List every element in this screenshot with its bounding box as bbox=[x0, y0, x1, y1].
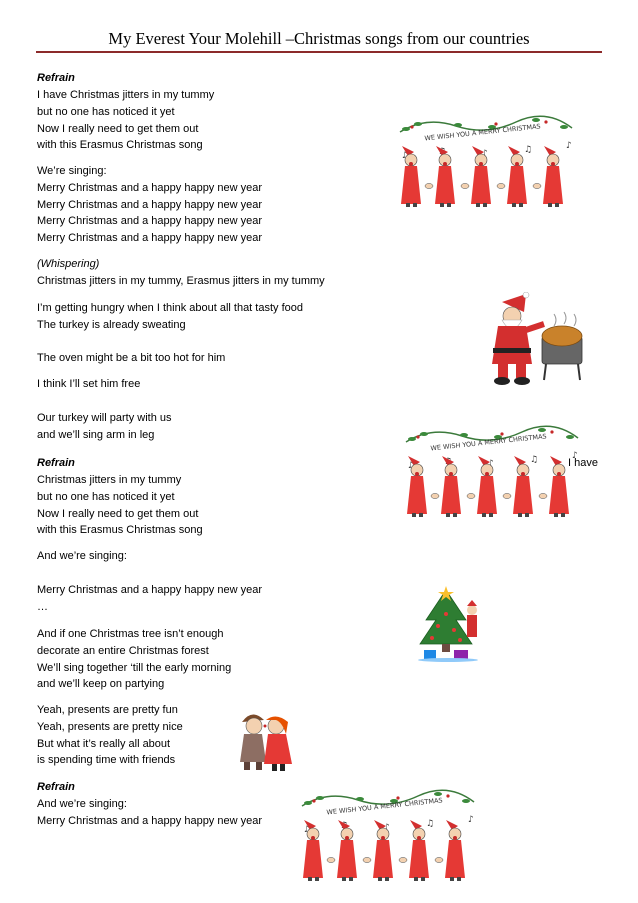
lyric-line: and we’ll sing arm in leg bbox=[37, 428, 155, 441]
lyric-line: Christmas jitters in my tummy, Erasmus jitters in my tummy bbox=[37, 275, 325, 287]
stanza-refrain-1 bbox=[37, 70, 75, 87]
lyric-line: Refrain bbox=[37, 781, 75, 793]
lyric-line: Yeah, presents are pretty nice bbox=[37, 720, 183, 733]
title-underline bbox=[36, 51, 602, 53]
lyric-line: Merry Christmas and a happy happy new year bbox=[37, 584, 262, 596]
lyric-line: is spending time with friends bbox=[37, 754, 176, 767]
lyric-line: Yeah, presents are pretty fun bbox=[37, 704, 178, 716]
carolers-illustration bbox=[298, 784, 478, 889]
stanza-4 bbox=[37, 300, 303, 334]
lyric-line: with this Erasmus Christmas song bbox=[37, 524, 203, 537]
page-title: My Everest Your Molehill –Christmas songs from our countries bbox=[108, 29, 530, 48]
lyric-line: Merry Christmas and a happy happy new year bbox=[37, 198, 262, 211]
lyric-line: And we’re singing: bbox=[37, 798, 127, 810]
stanza-8 bbox=[37, 472, 203, 539]
stanza-5 bbox=[37, 350, 225, 367]
stanza-3 bbox=[37, 273, 325, 290]
lyric-line: And if one Christmas tree isn’t enough bbox=[37, 628, 224, 640]
lyric-line: We’ll sing together ‘till the early morning bbox=[37, 661, 232, 674]
lyric-line: I’m getting hungry when I think about all that tasty food bbox=[37, 302, 303, 314]
stanza-10 bbox=[37, 582, 262, 616]
lyric-line: Now I really need to get them out bbox=[37, 507, 199, 520]
lyric-line: but no one has noticed it yet bbox=[37, 490, 175, 503]
lyric-line: but no one has noticed it yet bbox=[37, 105, 175, 118]
lyric-line: Now I really need to get them out bbox=[37, 122, 199, 135]
stanza-1 bbox=[37, 87, 214, 154]
stanza-11 bbox=[37, 626, 231, 693]
lyric-line: Refrain bbox=[37, 72, 75, 84]
lyric-line: Merry Christmas and a happy happy new year bbox=[37, 215, 262, 228]
lyric-line: And we’re singing: bbox=[37, 550, 127, 562]
lyric-line: Merry Christmas and a happy happy new year bbox=[37, 814, 262, 827]
stanza-13 bbox=[37, 796, 262, 830]
lyric-line: with this Erasmus Christmas song bbox=[37, 139, 203, 152]
stanza-refrain-3 bbox=[37, 779, 75, 796]
lyric-line: Merry Christmas and a happy happy new year bbox=[37, 232, 262, 245]
stanza-9 bbox=[37, 548, 127, 565]
lyric-line: Merry Christmas and a happy happy new year bbox=[37, 181, 262, 194]
stanza-refrain-2 bbox=[37, 455, 75, 472]
lyric-line: decorate an entire Christmas forest bbox=[37, 644, 209, 657]
couple-illustration bbox=[236, 708, 298, 774]
stanza-12 bbox=[37, 702, 183, 769]
lyric-line: The turkey is already sweating bbox=[37, 318, 186, 331]
lyric-line: I have Christmas jitters in my tummy bbox=[37, 89, 215, 101]
lyric-line: and we’ll keep on partying bbox=[37, 678, 165, 691]
lyric-line: I think I’ll set him free bbox=[37, 378, 141, 390]
stanza-2 bbox=[37, 163, 262, 247]
carolers-illustration bbox=[402, 420, 582, 525]
lyric-line: Refrain bbox=[37, 457, 75, 469]
santa-turkey-illustration bbox=[484, 292, 590, 387]
christmas-tree-illustration bbox=[416, 586, 486, 662]
lyric-line: … bbox=[37, 600, 48, 613]
stanza-whisper-label bbox=[37, 256, 99, 273]
lyric-line: (Whispering) bbox=[37, 258, 100, 270]
lyric-line: But what it’s really all about bbox=[37, 737, 171, 750]
stanza-6 bbox=[37, 376, 140, 393]
lyric-line: The oven might be a bit too hot for him bbox=[37, 352, 226, 364]
lyric-line: Christmas jitters in my tummy bbox=[37, 474, 182, 486]
lyric-line: We’re singing: bbox=[37, 165, 107, 177]
carolers-illustration bbox=[396, 110, 576, 215]
stanza-7 bbox=[37, 410, 171, 444]
lyric-line: Our turkey will party with us bbox=[37, 412, 172, 424]
overflow-text: I have bbox=[568, 457, 598, 469]
